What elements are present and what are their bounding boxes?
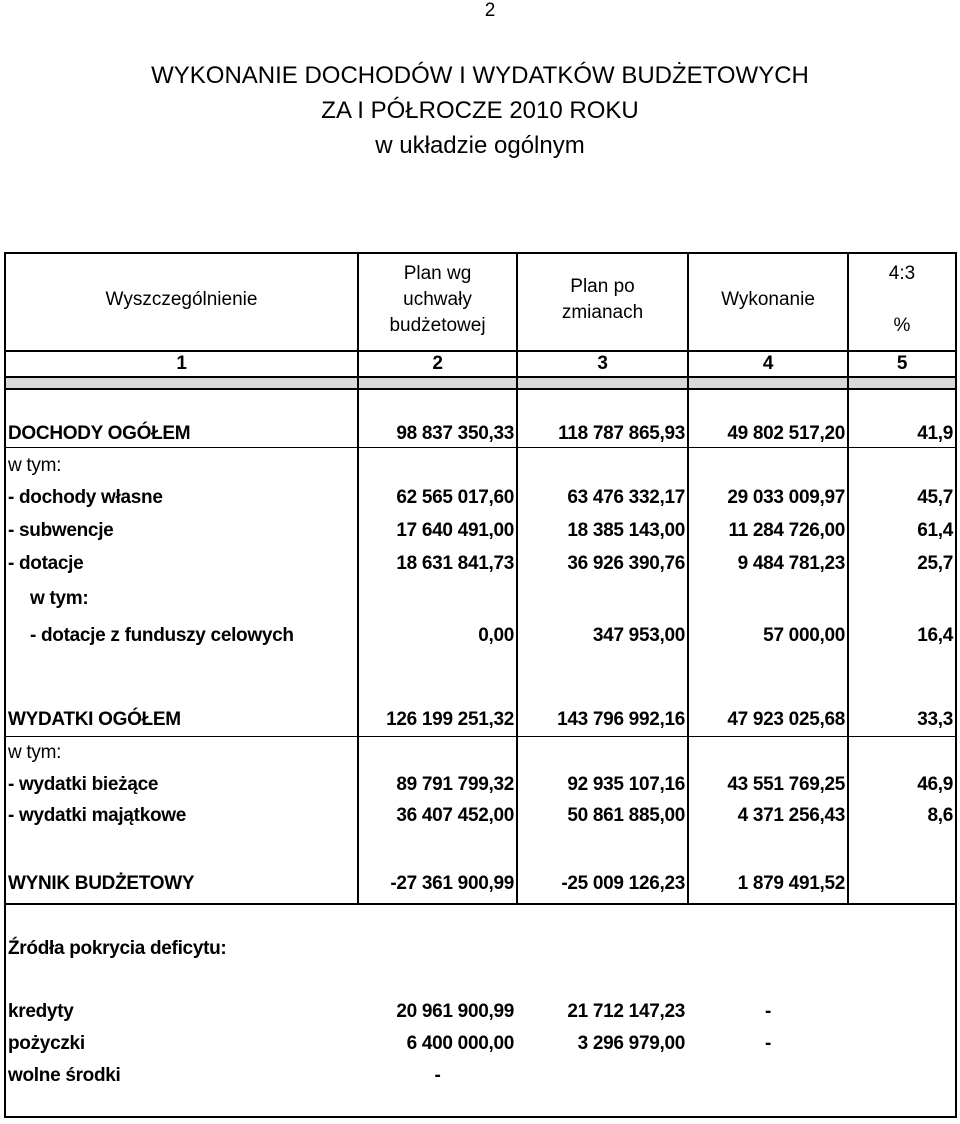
row-kredyty-label: kredyty	[8, 1001, 74, 1022]
row-wydatki-biezace-label: - wydatki bieżące	[8, 774, 159, 795]
row-wydatki-biezace-plan-zm: 92 935 107,16	[567, 774, 685, 795]
colnum-4: 4	[762, 353, 774, 374]
row-wynik-plan: -27 361 900,99	[390, 873, 514, 894]
row-wydatki-ogolem-wyk: 47 923 025,68	[727, 709, 845, 730]
page-number: 2	[484, 0, 496, 21]
colnum-5: 5	[896, 353, 908, 374]
header-percent: %	[893, 315, 911, 336]
wynik-bottom-line	[4, 903, 957, 905]
header-plan-po-zmianach	[518, 274, 687, 326]
document-title	[0, 58, 960, 163]
colnum-3: 3	[597, 353, 608, 374]
row-dochody-ogolem-plan-zm: 118 787 865,93	[558, 423, 685, 444]
row-dotacje-wyk: 9 484 781,23	[737, 553, 845, 574]
title-line-1: WYKONANIE DOCHODÓW I WYDATKÓW BUDŻETOWYCH	[151, 62, 809, 89]
header-wykonanie: Wykonanie	[721, 289, 815, 310]
header-ratio: 4:3	[888, 263, 916, 284]
row-wolne-srodki-label: wolne środki	[8, 1065, 121, 1086]
title-line-3: w układzie ogólnym	[375, 132, 585, 159]
row-w-tym-2-label: w tym:	[30, 588, 89, 609]
row-wynik-label: WYNIK BUDŻETOWY	[8, 873, 195, 894]
row-wydatki-majatkowe-pct: 8,6	[927, 805, 953, 826]
row-dochody-ogolem-pct: 41,9	[917, 423, 953, 444]
row-wynik-wyk: 1 879 491,52	[737, 873, 845, 894]
header-plan-uchwaly-line-1: Plan wg	[403, 263, 472, 284]
row-w-tym-1-label: w tym:	[8, 455, 62, 476]
header-plan-uchwaly	[359, 261, 516, 339]
row-line-wydatki	[6, 736, 955, 737]
header-wyszczegolnienie: Wyszczególnienie	[105, 289, 258, 310]
row-dochody-ogolem-plan: 98 837 350,33	[396, 423, 514, 444]
row-dotacje-pct: 25,7	[917, 553, 953, 574]
row-wydatki-majatkowe-plan-zm: 50 861 885,00	[567, 805, 685, 826]
colnum-1: 1	[176, 353, 187, 374]
header-plan-uchwaly-line-3: budżetowej	[389, 315, 486, 336]
spacer-bottom-line	[4, 388, 957, 390]
row-dotacje-fundusze-wyk: 57 000,00	[763, 625, 845, 646]
title-line-2: ZA I PÓŁROCZE 2010 ROKU	[321, 97, 639, 124]
row-pozyczki-label: pożyczki	[8, 1033, 85, 1054]
row-wydatki-majatkowe-wyk: 4 371 256,43	[737, 805, 845, 826]
row-dochody-wlasne-plan: 62 565 017,60	[396, 487, 514, 508]
deficit-sources-heading: Źródła pokrycia deficytu:	[8, 938, 227, 959]
colnum-2: 2	[432, 353, 443, 374]
row-kredyty-plan: 20 961 900,99	[396, 1001, 514, 1022]
row-dotacje-fundusze-plan: 0,00	[478, 625, 514, 646]
row-pozyczki-wyk: -	[764, 1033, 772, 1054]
row-wydatki-ogolem-plan-zm: 143 796 992,16	[557, 709, 685, 730]
row-dotacje-plan: 18 631 841,73	[396, 553, 514, 574]
row-dotacje-label: - dotacje	[8, 553, 84, 574]
row-dochody-wlasne-pct: 45,7	[917, 487, 953, 508]
row-kredyty-wyk: -	[764, 1001, 772, 1022]
row-subwencje-wyk: 11 284 726,00	[728, 520, 845, 541]
header-plan-uchwaly-line-2: uchwały	[403, 289, 472, 310]
row-subwencje-plan-zm: 18 385 143,00	[567, 520, 685, 541]
row-wydatki-biezace-plan: 89 791 799,32	[396, 774, 514, 795]
header-plan-po-zmianach-line-2: zmianach	[561, 302, 644, 323]
row-wydatki-ogolem-pct: 33,3	[917, 709, 953, 730]
header-plan-po-zmianach-line-1: Plan po	[570, 276, 635, 297]
row-dotacje-fundusze-label: - dotacje z funduszy celowych	[30, 625, 294, 646]
row-dotacje-fundusze-pct: 16,4	[917, 625, 953, 646]
row-wydatki-biezace-pct: 46,9	[917, 774, 953, 795]
row-wydatki-ogolem-plan: 126 199 251,32	[386, 709, 514, 730]
row-dochody-wlasne-label: - dochody własne	[8, 487, 163, 508]
row-kredyty-plan-zm: 21 712 147,23	[567, 1001, 685, 1022]
row-subwencje-plan: 17 640 491,00	[396, 520, 514, 541]
row-wolne-srodki-plan: -	[434, 1065, 441, 1086]
row-dotacje-fundusze-plan-zm: 347 953,00	[592, 625, 685, 646]
colnum-bottom-line	[4, 376, 957, 378]
row-subwencje-pct: 61,4	[917, 520, 953, 541]
row-wydatki-majatkowe-label: - wydatki majątkowe	[8, 805, 187, 826]
row-dochody-wlasne-plan-zm: 63 476 332,17	[567, 487, 685, 508]
row-pozyczki-plan-zm: 3 296 979,00	[577, 1033, 685, 1054]
row-pozyczki-plan: 6 400 000,00	[406, 1033, 514, 1054]
row-line-dochody	[6, 447, 955, 448]
row-wydatki-biezace-wyk: 43 551 769,25	[727, 774, 845, 795]
row-dotacje-plan-zm: 36 926 390,76	[567, 553, 685, 574]
row-dochody-wlasne-wyk: 29 033 009,97	[727, 487, 845, 508]
row-dochody-ogolem-label: DOCHODY OGÓŁEM	[8, 423, 191, 444]
row-subwencje-label: - subwencje	[8, 520, 114, 541]
row-wynik-plan-zm: -25 009 126,23	[561, 873, 685, 894]
row-wydatki-majatkowe-plan: 36 407 452,00	[396, 805, 514, 826]
row-dochody-ogolem-wyk: 49 802 517,20	[727, 423, 845, 444]
row-wydatki-ogolem-label: WYDATKI OGÓŁEM	[8, 709, 181, 730]
row-w-tym-3-label: w tym:	[8, 742, 62, 763]
